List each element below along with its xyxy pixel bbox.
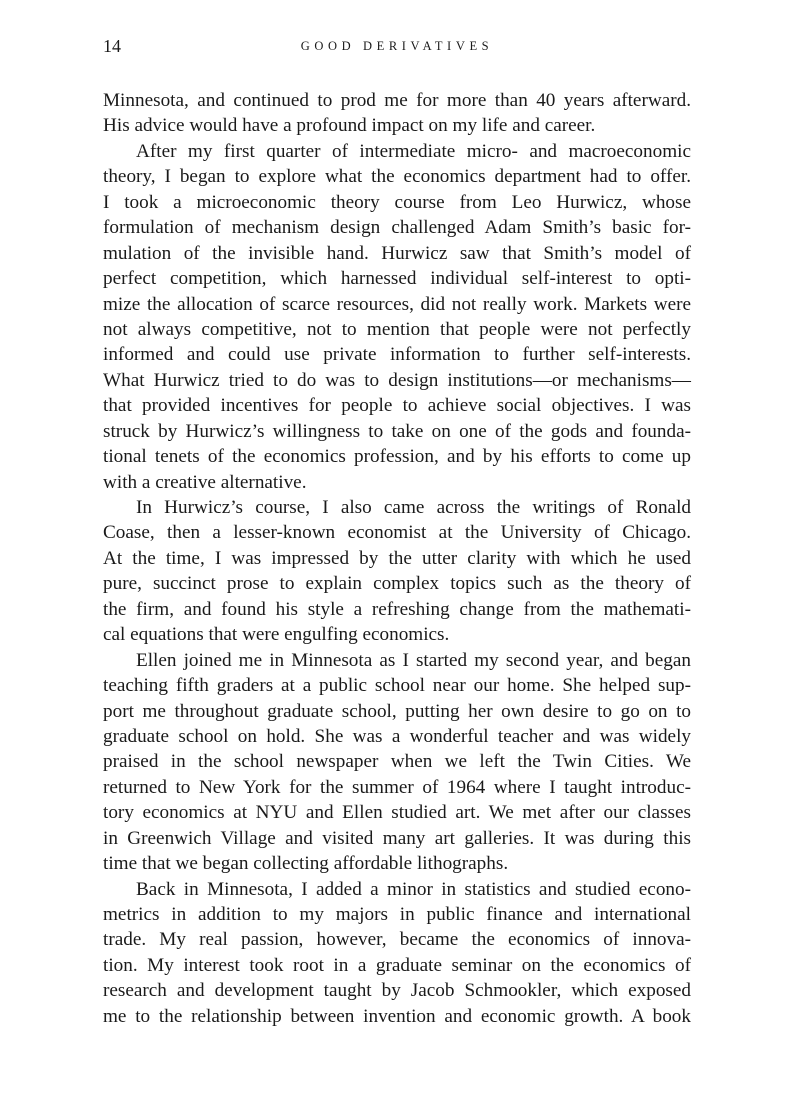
text-line: In Hurwicz’s course, I also came across the writings of Ronald xyxy=(136,497,691,518)
text-line: port me throughout graduate school, putting her own desire to go on to xyxy=(103,700,691,722)
text-line: mize the allocation of scarce resources, did not really work. Markets were xyxy=(103,293,691,315)
text-line: praised in the school newspaper when we left the Twin Cities. We xyxy=(103,751,691,773)
text-line: returned to New York for the summer of 1964 where I taught introduc- xyxy=(103,776,691,798)
text-line: Back in Minnesota, I added a minor in statistics and studied econo- xyxy=(136,878,691,900)
text-line: metrics in addition to my majors in public finance and international xyxy=(103,904,691,925)
text-line: tory economics at NYU and Ellen studied art. We met after our classes xyxy=(103,802,691,824)
text-line: I took a microeconomic theory course from Leo Hurwicz, whose xyxy=(103,191,691,213)
text-line: perfect competition, which harnessed individual self-interest to opti- xyxy=(103,268,691,290)
text-line: teaching fifth graders at a public school near our home. She helped sup- xyxy=(103,675,691,697)
text-line: that provided incentives for people to achieve social objectives. I was xyxy=(103,395,691,417)
text-line: the firm, and found his style a refreshing change from the mathemati- xyxy=(103,598,691,620)
text-line: At the time, I was impressed by the utter clarity with which he used xyxy=(103,547,691,569)
running-header xyxy=(103,36,691,60)
text-line: pure, succinct prose to explain complex topics such as the theory of xyxy=(103,573,691,595)
text-line: tion. My interest took root in a graduate seminar on the economics of xyxy=(103,954,691,976)
text-line: research and development taught by Jacob Schmookler, which exposed xyxy=(103,980,691,1002)
text-line: me to the relationship between invention and economic growth. A book xyxy=(103,1005,691,1027)
text-line: After my first quarter of intermediate micro- and macroeconomic xyxy=(136,140,691,162)
body-text xyxy=(103,88,691,1029)
text-line: with a creative alternative. xyxy=(103,471,307,493)
text-line: Coase, then a lesser-known economist at the University of Chicago. xyxy=(103,522,691,544)
text-line: mulation of the invisible hand. Hurwicz saw that Smith’s model of xyxy=(103,242,691,264)
page-number: 14 xyxy=(103,36,121,56)
text-line: trade. My real passion, however, became the economics of innova- xyxy=(103,929,691,951)
text-line: struck by Hurwicz’s willingness to take on one of the gods and founda- xyxy=(103,420,691,442)
text-line: cal equations that were engulfing economics. xyxy=(103,624,450,646)
text-line: What Hurwicz tried to do was to design institutions—or mechanisms— xyxy=(103,369,691,391)
text-line: not always competitive, not to mention that people were not perfectly xyxy=(103,318,691,340)
text-line: His advice would have a profound impact on my life and career. xyxy=(103,115,596,137)
text-line: theory, I began to explore what the economics department had to offer. xyxy=(103,166,691,188)
text-line: time that we began collecting affordable lithographs. xyxy=(103,853,509,875)
text-line: Ellen joined me in Minnesota as I started my second year, and began xyxy=(136,649,691,671)
text-line: tional tenets of the economics profession, and by his efforts to come up xyxy=(103,446,691,468)
text-line: informed and could use private information to further self-interests. xyxy=(103,344,691,366)
text-line: graduate school on hold. She was a wonderful teacher and was widely xyxy=(103,725,691,747)
text-line: in Greenwich Village and visited many art galleries. It was during this xyxy=(103,827,691,849)
text-line: formulation of mechanism design challenged Adam Smith’s basic for- xyxy=(103,217,691,239)
text-line: Minnesota, and continued to prod me for more than 40 years afterward. xyxy=(103,90,691,111)
running-title: GOOD DERIVATIVES xyxy=(300,39,494,53)
